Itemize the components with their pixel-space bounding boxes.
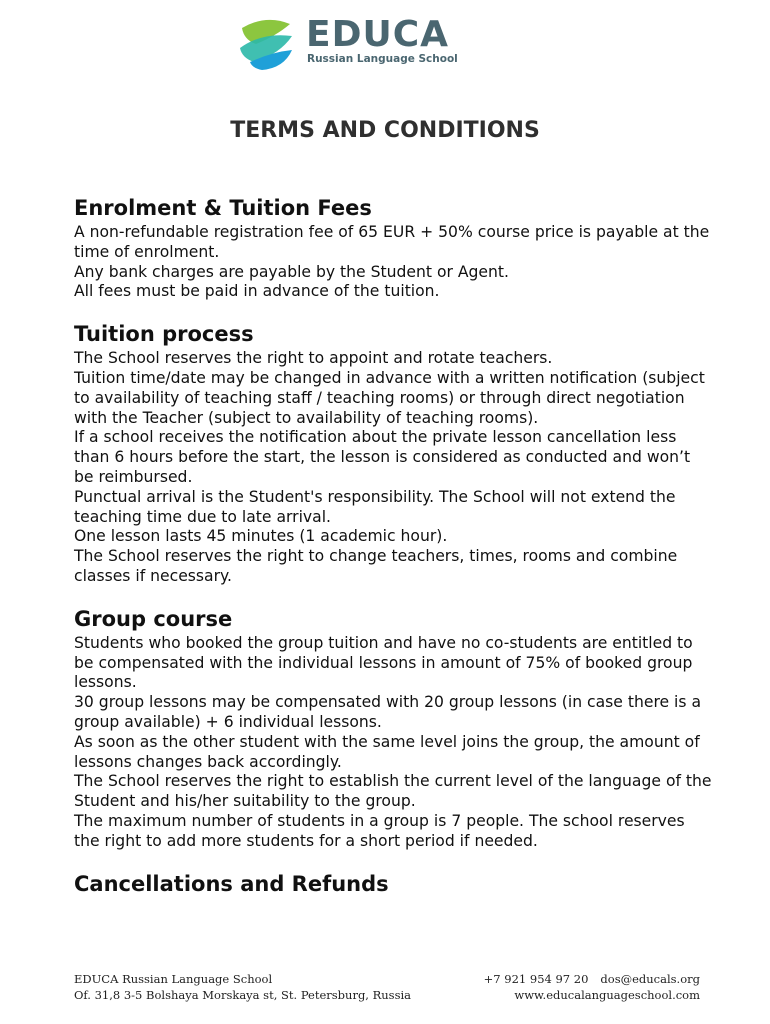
section [74,194,714,302]
educa-logo-mark-icon [236,18,296,70]
section-paragraph: The School reserves the right to establish the current level of the language of the Student and his/her suitability to the group. [74,772,712,811]
section-paragraph: As soon as the other student with the same level joins the group, the amount of lessons changes back accordingly. [74,732,700,771]
section-paragraph: 30 group lessons may be compensated with 20 group lessons (in case there is a group available) + 6 individual lessons. [74,693,702,731]
brand-subtitle: Russian Language School [307,53,458,65]
footer-contact-left [74,971,411,1003]
section-paragraph: The School reserves the right to appoint and rotate teachers. [74,349,553,368]
educa-logo [236,16,466,72]
section-paragraph: Punctual arrival is the Student's responsibility. The School will not extend the teaching time due to late arrival. [74,487,676,526]
section-paragraph: A non-refundable registration fee of 65 EUR + 50% course price is payable at the time of enrolment. [74,223,710,261]
footer-website[interactable]: www.educalanguageschool.com [514,988,700,1002]
section-paragraph: If a school receives the notification about the private lesson cancellation less than 6 hours before the start, the lesson is considered as conducted and won’t be reimbursed. [74,428,691,486]
brand-name: EDUCA [306,14,449,55]
section [74,605,714,852]
section [74,870,714,898]
page-title: TERMS AND CONDITIONS [230,118,540,143]
footer-phone: +7 921 954 97 20 [483,972,589,986]
section-paragraph: Students who booked the group tuition and have no co-students are entitled to be compensated with the individual lessons in amount of 75% of booked group lessons. [74,633,693,692]
footer-address: Of. 31,8 3-5 Bolshaya Morskaya st, St. Petersburg, Russia [74,988,412,1002]
section [74,320,714,587]
section-paragraph: Tuition time/date may be changed in advance with a written notification (subject to availability of teaching staff / teaching rooms) or through direct negotiation with the Teacher (subject to availability of teaching rooms). [74,368,705,427]
section-heading: Group course [74,606,233,631]
footer-contact-right [484,971,700,1003]
footer-school-name: EDUCA Russian Language School [74,972,273,986]
section-paragraph: The School reserves the right to change teachers, times, rooms and combine classes if necessary. [74,547,678,585]
section-heading: Tuition process [74,322,254,347]
terms-content [74,194,714,916]
section-heading: Cancellations and Refunds [74,871,389,896]
footer-email[interactable]: dos@educals.org [600,972,700,986]
section-heading: Enrolment & Tuition Fees [74,196,372,220]
section-paragraph: All fees must be paid in advance of the tuition. [74,282,440,301]
section-paragraph: One lesson lasts 45 minutes (1 academic hour). [74,527,448,546]
section-paragraph: The maximum number of students in a group is 7 people. The school reserves the right to add more students for a short period if needed. [74,811,685,850]
section-paragraph: Any bank charges are payable by the Student or Agent. [74,262,509,281]
